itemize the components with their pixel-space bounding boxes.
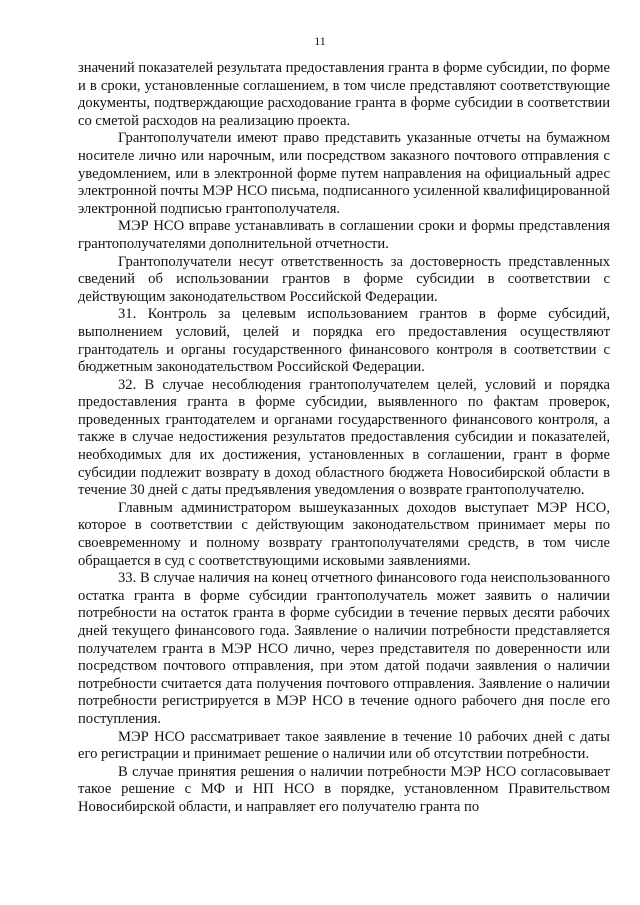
- paragraph-main-administrator: Главным администратором вышеуказанных доходов выступает МЭР НСО, которое в соответствии с действующим законодательством принимает меры по своевременному и полному возврату грантополучателями средств, в том числе обращается в суд с соответствующими исковыми заявлениями.: [78, 499, 610, 569]
- paragraph-reports-submission: Грантополучатели имеют право представить указанные отчеты на бумажном носителе лично или нарочным, или посредством заказного почтового отправления с уведомлением, или в электронной форме путем направления на официальный адрес электронной почты МЭР НСО письма, подписанного усиленной квалифицированной электронной подписью грантополучателя.: [78, 130, 610, 217]
- paragraph-continuation: значений показателей результата предоставления гранта в форме субсидии, по форме и в сроки, установленные соглашением, в том числе представляют соответствующие документы, подтверждающие расходование гранта в форме субсидии в соответствии со сметой расходов на реализацию проекта.: [78, 60, 610, 129]
- paragraph-decision-approval: В случае принятия решения о наличии потребности МЭР НСО согласовывает такое решение с МФ и НП НСО в порядке, установленном Правительством Новосибирской области, и направляет его получателю гранта по: [78, 763, 610, 815]
- paragraph-clause-31: 31. Контроль за целевым использованием грантов в форме субсидий, выполнением условий, целей и порядка его предоставления осуществляют грантодатель и органы государственного финансового контроля в соответствии с бюджетным законодательством Российской Федерации.: [78, 306, 610, 376]
- paragraph-clause-32: 32. В случае несоблюдения грантополучателем целей, условий и порядка предоставления гранта в форме субсидии, выявленного по фактам проверок, проведенных грантодателем и органами государственного финансового контроля, а также в случае недостижения результатов предоставления субсидии и показателей, необходимых для их достижения, установленных в соглашении, грант в форме субсидии подлежит возврату в доход областного бюджета Новосибирской области в течение 30 дней с даты предъявления уведомления о возврате грантополучателю.: [78, 376, 610, 499]
- page-number: 11: [314, 34, 326, 48]
- paragraph-additional-reporting: МЭР НСО вправе устанавливать в соглашении сроки и формы представления грантополучателями дополнительной отчетности.: [78, 218, 610, 252]
- paragraph-review-period: МЭР НСО рассматривает такое заявление в течение 10 рабочих дней с даты его регистрации и принимает решение о наличии или об отсутствии потребности.: [78, 728, 610, 763]
- paragraph-clause-33: 33. В случае наличия на конец отчетного финансового года неиспользованного остатка гранта в форме субсидии грантополучатель может заявить о наличии потребности на остаток гранта в форме субсидии в течение первых десяти рабочих дней текущего финансового года. Заявление о наличии потребности представляется получателем гранта в МЭР НСО лично, через представителя по доверенности или посредством почтового отправления, при этом датой подачи заявления о наличии потребности считается дата получения почтового отправления. Заявление о наличии потребности регистрируется в МЭР НСО в течение одного рабочего дня после его поступления.: [78, 570, 610, 727]
- paragraph-responsibility: Грантополучатели несут ответственность за достоверность представленных сведений об использовании грантов в форме субсидии в соответствии с действующим законодательством Российской Федерации.: [78, 253, 610, 305]
- document-body: [78, 60, 610, 817]
